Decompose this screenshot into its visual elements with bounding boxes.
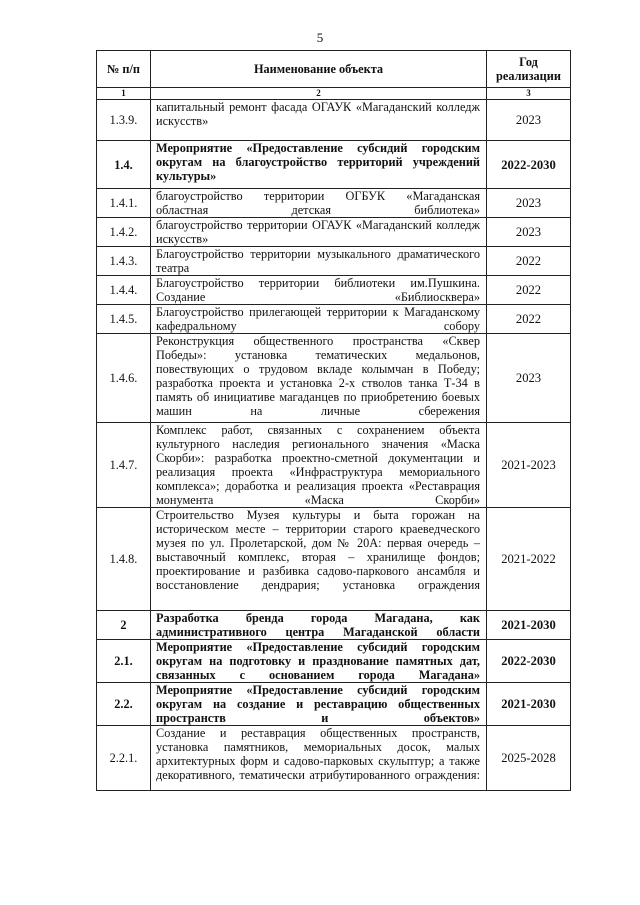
header-num: № п/п [97, 51, 151, 88]
table-row [97, 334, 571, 423]
row-year: 2022 [487, 305, 571, 334]
table-row [97, 508, 571, 611]
row-name: Мероприятие «Предоставление субсидий городским округам на благоустройство территорий учреждений культуры» [151, 141, 487, 189]
row-number: 1.4.4. [97, 276, 151, 305]
row-name: Благоустройство территории библиотеки им.Пушкина. Создание «Библиосквера» [151, 276, 487, 305]
row-name: Комплекс работ, связанных с сохранением объекта культурного наследия регионального значения «Маска Скорби»: разработка проектно-сметной документации и реализация проекта «Инфраструктура мемориального комплекса»; доработка и реализация проекта «Реставрация монумента «Маска Скорби» [151, 423, 487, 508]
table-row [97, 683, 571, 726]
row-name: благоустройство территории ОГБУК «Магаданская областная детская библиотека» [151, 189, 487, 218]
row-name: Мероприятие «Предоставление субсидий городским округам на подготовку и празднование памятных дат, связанных с основанием города Магадана» [151, 640, 487, 683]
column-index-row [97, 88, 571, 100]
row-number: 1.3.9. [97, 100, 151, 141]
page-number: 5 [316, 30, 324, 45]
column-index: 2 [151, 88, 487, 100]
table-row [97, 218, 571, 247]
row-number: 1.4.3. [97, 247, 151, 276]
row-year: 2025-2028 [487, 726, 571, 791]
row-number: 2 [97, 611, 151, 640]
table-row [97, 640, 571, 683]
row-number: 2.2. [97, 683, 151, 726]
row-year: 2023 [487, 189, 571, 218]
row-year: 2022 [487, 276, 571, 305]
row-number: 1.4.1. [97, 189, 151, 218]
column-index: 3 [487, 88, 571, 100]
row-year: 2023 [487, 334, 571, 423]
row-name: Разработка бренда города Магадана, как административного центра Магаданской области [151, 611, 487, 640]
row-name: Строительство Музея культуры и быта горожан на историческом месте – территории старого краеведческого музея по ул. Пролетарской, дом № 20А: первая очередь – выставочный комплекс, вторая – хранилище фондов; проектирование и разбивка садово-паркового ансамбля и восстановление дендрария; установка ограждения [151, 508, 487, 611]
row-name: благоустройство территории ОГАУК «Магаданский колледж искусств» [151, 218, 487, 247]
row-year: 2023 [487, 218, 571, 247]
row-year: 2023 [487, 100, 571, 141]
table-row [97, 305, 571, 334]
row-name: Благоустройство прилегающей территории к Магаданскому кафедральному собору [151, 305, 487, 334]
row-year: 2022-2030 [487, 141, 571, 189]
table-row [97, 611, 571, 640]
table-row [97, 423, 571, 508]
row-name: Реконструкция общественного пространства «Сквер Победы»: установка тематических медальонов, повествующих о трудовом вкладе колымчан в Победу; разработка проекта и установка 2-х стволов танка Т-34 в память об инициативе магаданцев по приобретению боевых машин на личные сбережения [151, 334, 487, 423]
table-row [97, 189, 571, 218]
row-year: 2021-2022 [487, 508, 571, 611]
row-name: капитальный ремонт фасада ОГАУК «Магаданский колледж искусств» [151, 100, 487, 141]
table-row [97, 726, 571, 791]
table-row [97, 141, 571, 189]
row-number: 1.4.6. [97, 334, 151, 423]
row-name: Создание и реставрация общественных пространств, установка памятников, мемориальных досок, малых архитектурных форм и садово-парковых скульптур; а также декоративного, тематически атрибутированного ограждения: [151, 726, 487, 791]
row-number: 1.4. [97, 141, 151, 189]
table-row [97, 276, 571, 305]
header-name: Наименование объекта [151, 51, 487, 88]
row-number: 1.4.8. [97, 508, 151, 611]
table-row [97, 100, 571, 141]
column-index: 1 [97, 88, 151, 100]
row-year: 2021-2030 [487, 611, 571, 640]
header-year: Год реализации [487, 51, 571, 88]
row-name: Благоустройство территории музыкального драматического театра [151, 247, 487, 276]
row-number: 1.4.5. [97, 305, 151, 334]
row-year: 2021-2023 [487, 423, 571, 508]
row-number: 1.4.7. [97, 423, 151, 508]
row-year: 2022-2030 [487, 640, 571, 683]
row-year: 2021-2030 [487, 683, 571, 726]
row-number: 2.1. [97, 640, 151, 683]
row-name: Мероприятие «Предоставление субсидий городским округам на создание и реставрацию общественных пространств и объектов» [151, 683, 487, 726]
table-row [97, 247, 571, 276]
objects-table [96, 50, 571, 791]
row-number: 2.2.1. [97, 726, 151, 791]
table-header-row [97, 51, 571, 88]
row-year: 2022 [487, 247, 571, 276]
row-number: 1.4.2. [97, 218, 151, 247]
